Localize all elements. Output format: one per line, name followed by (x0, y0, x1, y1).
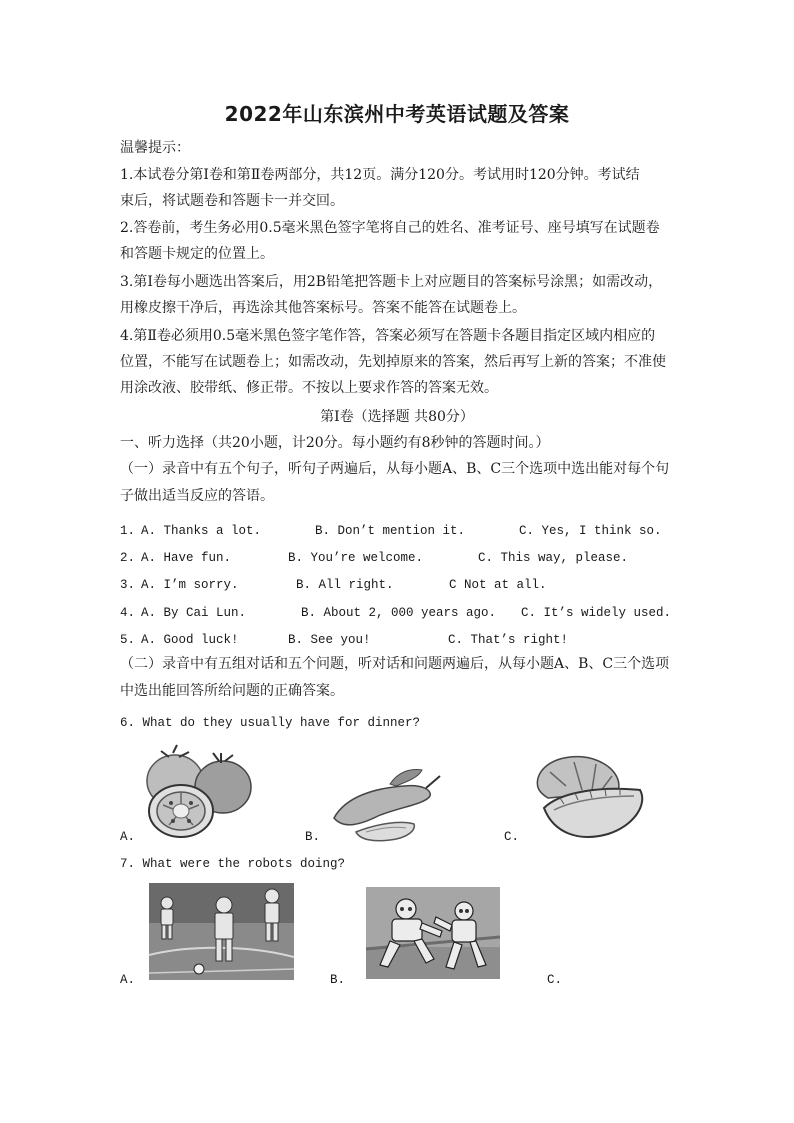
tips-line: 位置，不能写在试题卷上；如需改动，先划掉原来的答案，然后再写上新的答案；不准使 (120, 354, 666, 370)
option-a-label: A. (120, 973, 136, 987)
tomato-image (143, 743, 255, 841)
sub1-instructions: 子做出适当反应的答语。 (120, 488, 274, 504)
question-number: 3. (120, 578, 136, 592)
question-number: 1. (120, 524, 136, 538)
tips-line: 1.本试卷分第Ⅰ卷和第Ⅱ卷两部分，共12页。满分120分。考试用时120分钟。考试结 (120, 167, 640, 183)
option-c: C. Yes, I think so. (519, 524, 662, 538)
question-6-text: 6. What do they usually have for dinner? (120, 716, 421, 730)
tips-line: 用涂改液、胶带纸、修正带。不按以上要求作答的答案无效。 (120, 380, 498, 396)
tips-heading: 温馨提示： (120, 140, 190, 156)
sub2-instructions: （二）录音中有五组对话和五个问题，听对话和问题两遍后，从每小题A、B、C三个选项 (120, 656, 670, 672)
question-number: 4. (120, 606, 136, 620)
option-c-label: C. (547, 973, 563, 987)
question-number: 5. (120, 633, 136, 647)
option-b: B. About 2, 000 years ago. (301, 606, 497, 620)
option-b: B. You’re welcome. (288, 551, 424, 565)
option-a: A. I’m sorry. (141, 578, 239, 592)
tips-line: 束后，将试题卷和答题卡一并交回。 (120, 193, 344, 209)
question-7-text: 7. What were the robots doing? (120, 857, 346, 871)
section1-heading: 一、听力选择（共20小题，计20分。每小题约有8秒钟的答题时间。） (120, 435, 550, 451)
option-b-label: B. (330, 973, 346, 987)
option-b-label: B. (305, 830, 321, 844)
option-c-label: C. (504, 830, 520, 844)
dumpling-image (530, 752, 652, 844)
option-a: A. Thanks a lot. (141, 524, 262, 538)
sub2-instructions: 中选出能回答所给问题的正确答案。 (120, 683, 344, 699)
option-a: A. Have fun. (141, 551, 232, 565)
tips-line: 和答题卡规定的位置上。 (120, 246, 274, 262)
option-b: B. Don’t mention it. (315, 524, 466, 538)
option-a: A. Good luck! (141, 633, 239, 647)
tips-line: 4.第Ⅱ卷必须用0.5毫米黑色签字笔作答，答案必须写在答题卡各题目指定区域内相应的 (120, 328, 656, 344)
sweet-potato-image (326, 766, 444, 846)
sub1-instructions: （一）录音中有五个句子，听句子两遍后，从每小题A、B、C三个选项中选出能对每个句 (120, 461, 670, 477)
tips-line: 用橡皮擦干净后，再选涂其他答案标号。答案不能答在试题卷上。 (120, 300, 526, 316)
robots-fighting-image (366, 887, 500, 979)
part1-heading: 第Ⅰ卷（选择题 共80分） (320, 409, 474, 425)
option-a-label: A. (120, 830, 136, 844)
option-c: C Not at all. (449, 578, 547, 592)
option-c: C. It’s widely used. (521, 606, 672, 620)
tips-line: 3.第Ⅰ卷每小题选出答案后，用2B铅笔把答题卡上对应题目的答案标号涂黑；如需改动， (120, 274, 663, 290)
option-b: B. All right. (296, 578, 394, 592)
option-a: A. By Cai Lun. (141, 606, 247, 620)
tips-line: 2.答卷前，考生务必用0.5毫米黑色签字笔将自己的姓名、准考证号、座号填写在试题卷 (120, 220, 660, 236)
question-number: 2. (120, 551, 136, 565)
robots-soccer-image (149, 883, 294, 980)
exam-title: 2022年山东滨州中考英语试题及答案 (224, 102, 570, 126)
option-c: C. This way, please. (478, 551, 629, 565)
option-c: C. That’s right! (448, 633, 569, 647)
option-b: B. See you! (288, 633, 371, 647)
